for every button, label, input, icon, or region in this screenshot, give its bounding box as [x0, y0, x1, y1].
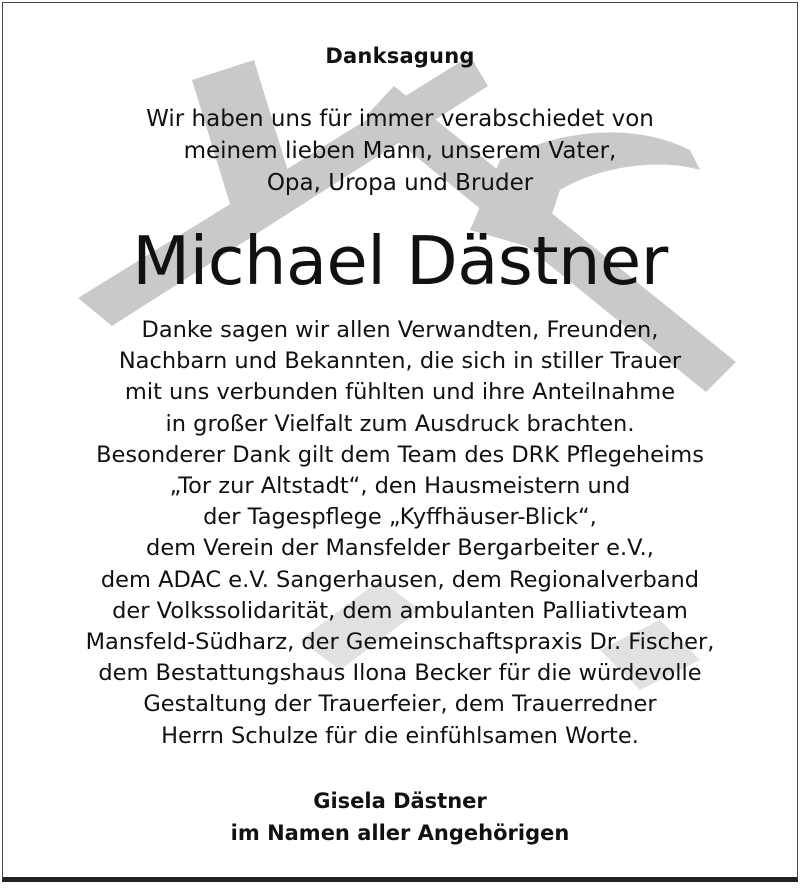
thanks-line: dem Bestattungshaus Ilona Becker für die würdevolle: [98, 660, 702, 687]
thanks-line: dem ADAC e.V. Sangerhausen, dem Regionalverband: [100, 566, 700, 593]
thanks-line: Mansfeld-Südharz, der Gemeinschaftspraxis Dr. Fischer,: [85, 629, 715, 656]
thanks-line: dem Verein der Mansfelder Bergarbeiter e.V.,: [146, 535, 654, 562]
intro-line: Wir haben uns für immer verabschiedet von: [146, 106, 654, 132]
deceased-name: Michael Dästner: [132, 222, 668, 300]
thanks-line: Nachbarn und Bekannten, die sich in stiller Trauer: [118, 348, 682, 375]
signature-block: [0, 785, 800, 849]
thanks-line: der Tagespflege „Kyffhäuser-Blick“,: [203, 504, 597, 531]
thanks-line: der Volkssolidarität, dem ambulanten Palliativteam: [112, 597, 688, 624]
thanks-line: mit uns verbunden fühlten und ihre Anteilnahme: [124, 379, 676, 406]
intro-line: meinem lieben Mann, unserem Vater,: [183, 138, 617, 164]
thanks-line: Gestaltung der Trauerfeier, dem Trauerredner: [143, 691, 657, 718]
thanks-line: Danke sagen wir allen Verwandten, Freunden,: [141, 317, 659, 343]
intro-text: [0, 103, 800, 199]
thanks-line: „Tor zur Altstadt“, den Hausmeistern und: [169, 473, 631, 500]
thanks-line: Herrn Schulze für die einfühlsamen Worte.: [161, 722, 639, 749]
notice-heading: Danksagung: [325, 44, 475, 68]
signature-name: Gisela Dästner: [313, 789, 487, 813]
intro-line: Opa, Uropa und Bruder: [266, 170, 534, 196]
thanks-line: in großer Vielfalt zum Ausdruck brachten.: [165, 410, 635, 437]
signature-subline: im Namen aller Angehörigen: [230, 821, 570, 845]
thanks-line: Besonderer Dank gilt dem Team des DRK Pflegeheims: [96, 441, 704, 468]
thanks-text: [0, 315, 800, 752]
